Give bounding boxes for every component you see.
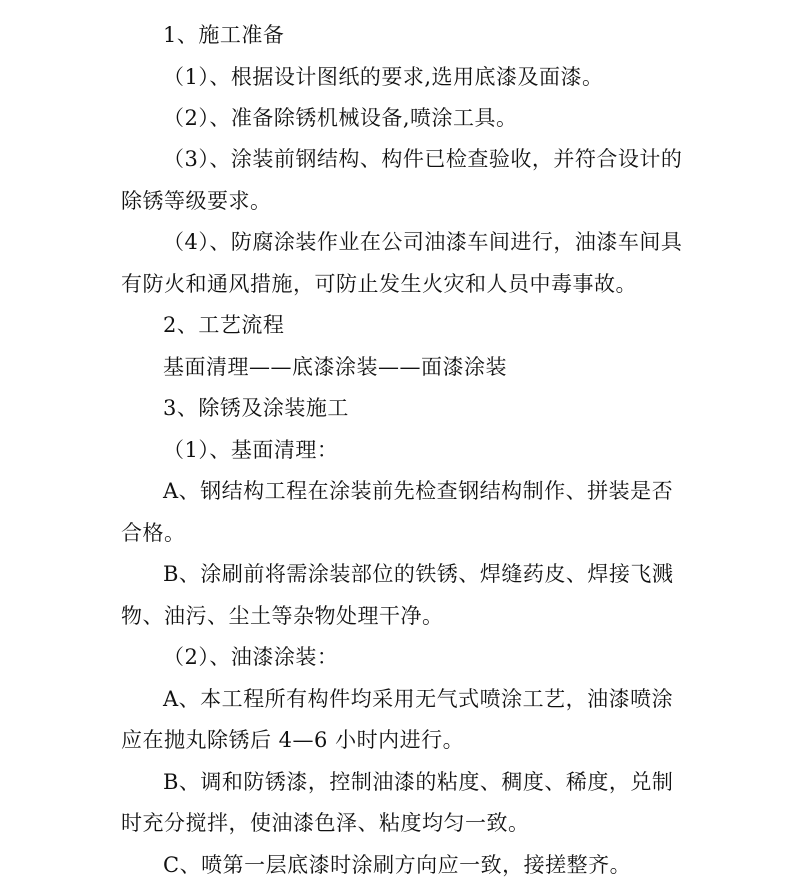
paragraph-line: 除锈等级要求。 [121,189,272,213]
subheading-paint-coating: （2）、油漆涂装： [163,645,339,669]
paragraph-line: 有防火和通风措施，可防止发生火灾和人员中毒事故。 [121,272,637,296]
paragraph-line: A、钢结构工程在涂装前先检查钢结构制作、拼装是否 [163,479,674,503]
paragraph-line: （1）、根据设计图纸的要求,选用底漆及面漆。 [163,65,604,89]
paragraph-line: B、涂刷前将需涂装部位的铁锈、焊缝药皮、焊接飞溅 [163,562,674,586]
paragraph-line: 合格。 [121,521,186,545]
process-flow-line: 基面清理——底漆涂装——面漆涂装 [163,355,507,379]
section-heading-construction: 3、除锈及涂装施工 [163,396,349,420]
paragraph-line: 应在抛丸除锈后 4—6 小时内进行。 [121,728,465,752]
paragraph-line: A、本工程所有构件均采用无气式喷涂工艺，油漆喷涂 [163,687,674,711]
section-heading-preparation: 1、施工准备 [163,23,285,47]
paragraph-line: 物、油污、尘土等杂物处理干净。 [121,604,444,628]
paragraph-line: （3）、涂装前钢结构、构件已检查验收，并符合设计的 [163,147,683,171]
paragraph-line: （2）、准备除锈机械设备,喷涂工具。 [163,106,518,130]
subheading-surface-cleaning: （1）、基面清理： [163,438,339,462]
paragraph-line: C、喷第一层底漆时涂刷方向应一致，接搓整齐。 [163,853,632,877]
paragraph-line: B、调和防锈漆，控制油漆的粘度、稠度、稀度，兑制 [163,770,674,794]
paragraph-line: （4）、防腐涂装作业在公司油漆车间进行，油漆车间具 [163,230,683,254]
section-heading-process: 2、工艺流程 [163,313,285,337]
paragraph-line: 时充分搅拌，使油漆色泽、粘度均匀一致。 [121,811,530,835]
